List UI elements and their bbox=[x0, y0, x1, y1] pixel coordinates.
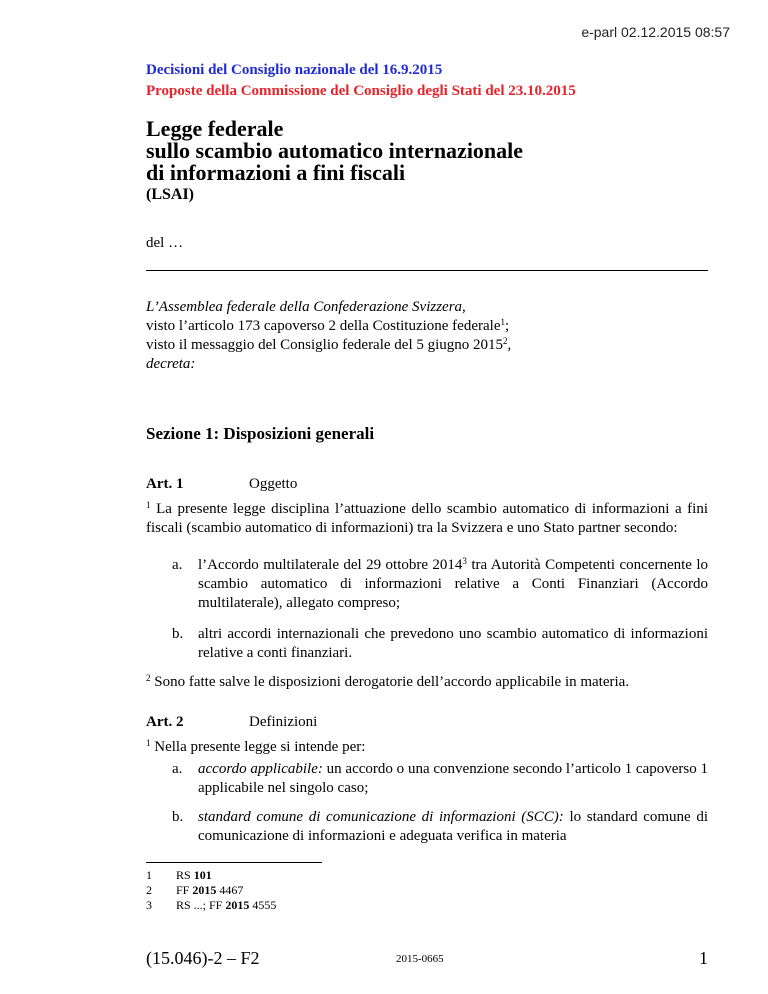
footnote-1: 1 RS 101 bbox=[146, 868, 212, 882]
article-1-item-a: a. l’Accordo multilaterale del 29 ottobre 2014$^3$ tra Autorità Competenti concernente lo scambio automatico di informazioni relative a Conti Finanziari (Accordo multilaterale), allegato compreso; bbox=[172, 556, 709, 611]
article-2-paragraph-1: $^1$ Nella presente legge si intende per: bbox=[146, 738, 366, 755]
article-2-item-a: a. accordo applicabile: un accordo o una convenzione secondo l’articolo 1 capoverso 1 applicabile nel singolo caso; bbox=[172, 761, 709, 796]
title-line-3: di informazioni a fini fiscali bbox=[146, 160, 406, 185]
preamble-decreta: decreta: bbox=[146, 356, 196, 372]
decisions-block bbox=[146, 60, 576, 102]
title-line-1: Legge federale bbox=[146, 116, 284, 141]
article-2-item-b: b. standard comune di comunicazione di informazioni (SCC): lo standard comune di comunicazione di informazioni e adeguata verifica in materia bbox=[172, 809, 709, 844]
footnote-ref-1[interactable]: 1 bbox=[500, 317, 505, 327]
footnote-3: 3 RS ...; FF 2015 4555 bbox=[146, 898, 277, 912]
page-number: 1 bbox=[699, 948, 708, 968]
footnote-2: 2 FF 2015 4467 bbox=[146, 883, 244, 897]
title-line-2: sullo scambio automatico internazionale bbox=[146, 138, 524, 163]
timestamp-stamp: e-parl 02.12.2015 08:57 bbox=[581, 24, 730, 40]
law-abbreviation: (LSAI) bbox=[146, 186, 195, 203]
article-1-heading bbox=[146, 476, 297, 493]
preamble-visto-constitution: visto l’articolo 173 capoverso 2 della Costituzione federale$^1$; bbox=[146, 317, 510, 334]
article-1-number: Art. 1 bbox=[146, 476, 184, 492]
article-1-paragraph-2: $^2$ Sono fatte salve le disposizioni derogatorie dell’accordo applicabile in materia. bbox=[146, 673, 630, 690]
decision-national-council: Decisioni del Consiglio nazionale del 16.9.2015 bbox=[146, 62, 443, 78]
article-1-item-b: b. altri accordi internazionali che prevedono uno scambio automatico di informazioni relative a conti finanziari. bbox=[172, 626, 708, 661]
preamble bbox=[146, 298, 716, 374]
document-reference: (15.046)-2 – F2 bbox=[146, 948, 260, 968]
article-1-paragraph-1: $^1$ La presente legge disciplina l’attuazione dello scambio automatico di informazioni a fini fiscali (scambio automatico di informazioni) tra la Svizzera e uno Stato partner secondo: bbox=[146, 500, 709, 536]
section-1-heading: Sezione 1: Disposizioni generali bbox=[146, 424, 375, 443]
footnote-divider bbox=[146, 862, 322, 863]
footnote-ref-3[interactable]: 3 bbox=[462, 556, 467, 566]
footnote-ref-2[interactable]: 2 bbox=[503, 336, 508, 346]
article-2-heading bbox=[146, 714, 317, 731]
article-1-title: Oggetto bbox=[249, 476, 298, 492]
decision-commission-proposals: Proposte della Commissione del Consiglio degli Stati del 23.10.2015 bbox=[146, 83, 576, 99]
article-2-title: Definizioni bbox=[249, 714, 318, 730]
law-date: del … bbox=[146, 235, 184, 251]
document-id: 2015-0665 bbox=[396, 953, 444, 965]
preamble-visto-message: visto il messaggio del Consiglio federale del 5 giugno 2015$^2$, bbox=[146, 336, 512, 353]
law-title bbox=[146, 118, 523, 184]
title-divider bbox=[146, 270, 708, 271]
preamble-assembly: L’Assemblea federale della Confederazione Svizzera, bbox=[146, 299, 466, 315]
article-2-number: Art. 2 bbox=[146, 714, 184, 730]
